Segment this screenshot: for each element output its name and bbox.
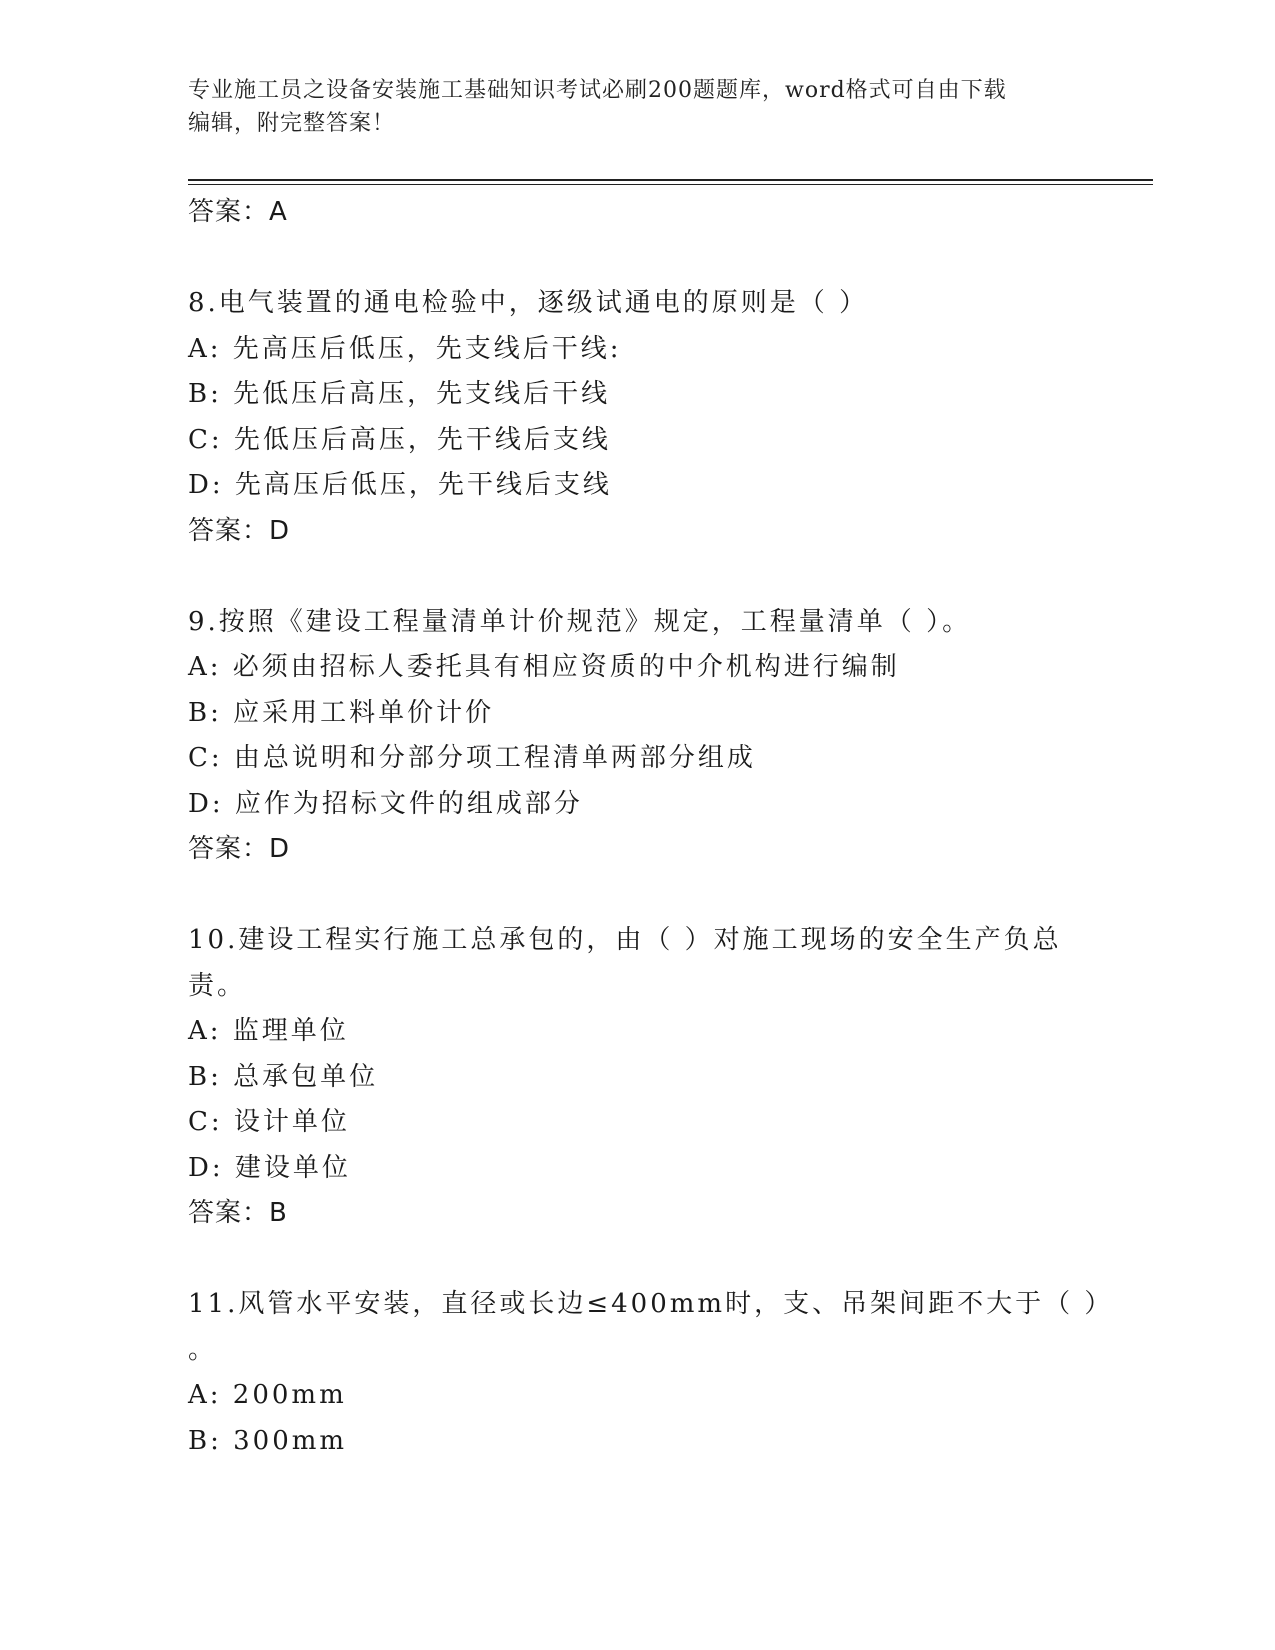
question-stem: 8.电气装置的通电检验中，逐级试通电的原则是（ ） <box>188 288 869 318</box>
question-stem-continued: 责。 <box>188 970 247 1001</box>
header-title-line-2: 编辑，附完整答案！ <box>188 111 396 136</box>
spacer <box>188 236 1068 282</box>
option-a: A: 必须由招标人委托具有相应资质的中介机构进行编制 <box>188 652 900 682</box>
answer-line: 答案：D <box>188 515 291 546</box>
header-divider <box>188 179 1153 181</box>
question-block <box>188 918 1068 1237</box>
option-d: D: 先高压后低压，先干线后支线 <box>188 470 612 500</box>
question-block <box>188 281 1068 554</box>
question-block <box>188 600 1068 873</box>
option-c: C: 由总说明和分部分项工程清单两部分组成 <box>188 743 756 773</box>
option-c: C: 设计单位 <box>188 1107 350 1137</box>
option-d: D: 应作为招标文件的组成部分 <box>188 788 583 819</box>
header-divider-thin <box>188 184 1153 185</box>
spacer <box>188 873 1068 919</box>
spacer <box>188 554 1068 600</box>
option-b: B: 先低压后高压，先支线后干线 <box>188 379 611 409</box>
document-header <box>188 74 1068 140</box>
option-a: A: 200mm <box>188 1380 347 1410</box>
spacer <box>188 1237 1068 1283</box>
question-stem: 11.风管水平安装，直径或长边≤400mm时，支、吊架间距不大于（ ） <box>188 1289 1114 1319</box>
option-d: D: 建设单位 <box>188 1152 351 1183</box>
question-stem: 9.按照《建设工程量清单计价规范》规定，工程量清单（ ）。 <box>188 606 972 637</box>
option-a: A: 监理单位 <box>188 1016 349 1046</box>
option-b: B: 300mm <box>188 1425 348 1456</box>
answer-line: 答案：A <box>188 197 288 227</box>
option-a: A: 先高压后低压，先支线后干线: <box>188 333 622 364</box>
option-b: B: 总承包单位 <box>188 1061 379 1092</box>
question-list <box>188 190 1114 1464</box>
question-stem: 10.建设工程实行施工总承包的，由（ ）对施工现场的安全生产负总 <box>188 925 1062 955</box>
header-title-line-1: 专业施工员之设备安装施工基础知识考试必刷200题题库，word格式可自由下载 <box>188 78 1007 103</box>
option-c: C: 先低压后高压，先干线后支线 <box>188 424 611 455</box>
question-block <box>188 1282 1114 1464</box>
answer-line: 答案：B <box>188 1198 288 1228</box>
question-stem-continued: 。 <box>188 1334 218 1365</box>
answer-line: 答案：D <box>188 834 291 864</box>
option-b: B: 应采用工料单价计价 <box>188 697 495 728</box>
